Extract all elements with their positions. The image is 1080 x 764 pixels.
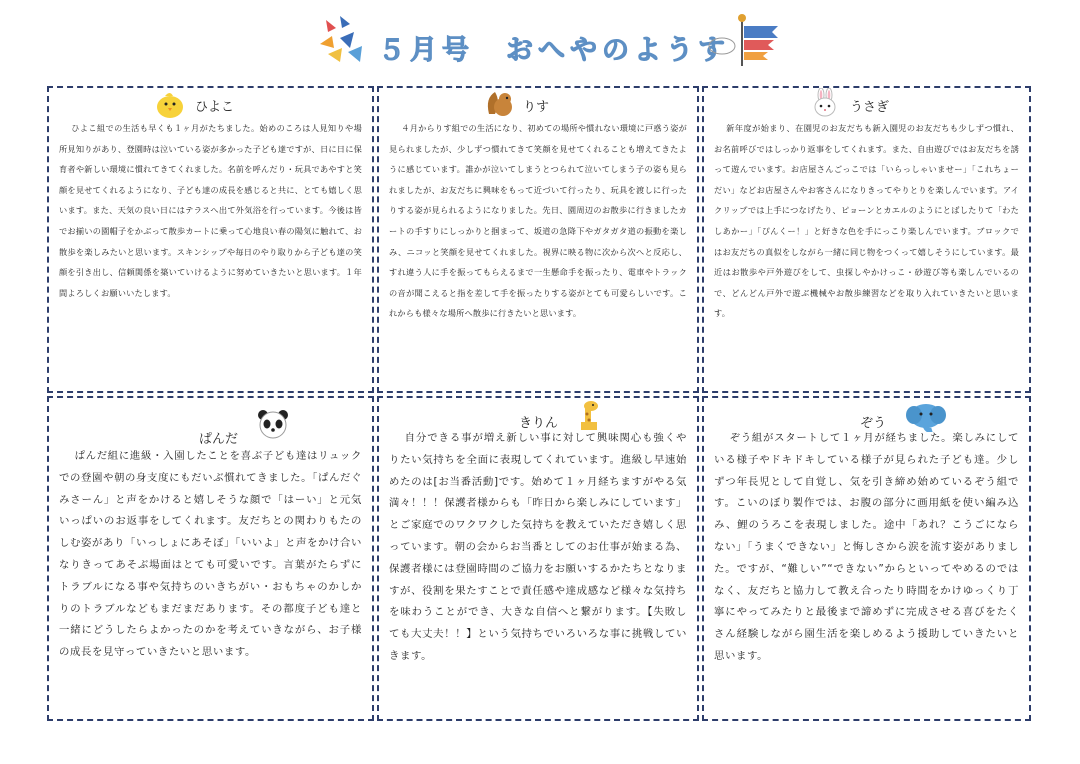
squirrel-icon xyxy=(485,88,515,118)
section-panda xyxy=(47,396,374,721)
section-text: 新年度が始まり、在園児のお友だちも新入園児のお友だちも少しずつ慣れ、お名前呼びではしっかり返事をしてくれます。また、自由遊びではお友だちを誘って遊んでいます。お店屋さんごっこでは「いらっしゃいませー」「これちょーだい」などお店屋さんやお客さんになりきってやりとりを楽しんでいます。アイクリップでは上手につなげたり、ピョーンとカエルのようにとばしたりて「わたしあかー」「ぴんくー！」と好きな色を手にっこり楽しんでいます。ブロックではお友だちの真似をしながら一緒に同じ物をつくって嬉しそうにしています。最近はお散歩や戸外遊びをして、虫探しやかけっこ・砂遊び等も楽しんでいるので、どんどん戸外で遊ぶ機械やお散歩練習などを取り入れていきたいと思います。 xyxy=(714,123,1019,319)
section-kirin xyxy=(377,396,699,721)
elephant-icon xyxy=(904,402,950,432)
section-risu xyxy=(377,86,699,393)
koinobori-icon xyxy=(708,12,786,68)
section-title: うさぎ xyxy=(850,100,890,115)
page-title: ５月号 おへやのようす xyxy=(378,35,730,66)
section-title: きりん xyxy=(519,416,559,431)
origami-decoration-icon xyxy=(318,14,366,66)
page-header xyxy=(0,0,1080,80)
section-text: 自分できる事が増え新しい事に対して興味関心も強くやりたい気持ちを全面に表現してくれています。進級し早速始めたのは[お当番活動]です。始めて１ヶ月経ちますがやる気満々！！！保護者様からも「昨日から楽しみにしています」とご家庭でのワクワクした気持ちを教えていただき嬉しく思っています。朝の会からお当番としてのお仕事が始まる為、保護者様には登園時間のご協力をお願いするかたちとなりますが、役割を果たすことで責任感や達成感など様々な気持ちを味わうことができ、大きな自信へと繋がります。【失敗しても大丈夫！！】という気持ちでいろいろな事に挑戦していきます。 xyxy=(389,432,687,662)
section-zou xyxy=(702,396,1031,721)
section-title: ぱんだ xyxy=(199,432,239,447)
panda-icon xyxy=(257,408,289,440)
section-text: ４月からりす組での生活になり、初めての場所や慣れない環境に戸惑う姿が見られましたが、少しずつ慣れてきて笑顔を見せてくれることも増えてきたように感じています。誰かが泣いてしまうとつられて泣いてしまう子の姿も見られましたが、お友だちに興味をもって近づいて行ったり、玩具を渡しに行ったりする姿が見られるようになりました。先日、園周辺のお散歩に行きましたカートの手すりにしっかりと掴まって、坂道の急降下やガタガタ道の振動を楽しみ、ニコッと笑顔を見せてくれました。視界に映る物に次から次へと反応し、すれ違う人に手を振ってもらえるまで一生懸命手を振ったり、電車やトラックの音が聞こえると指を差して手を振ったりする姿がとても可愛らしいです。これからも様々な場所へ散歩に行きたいと思います。 xyxy=(389,123,687,319)
rabbit-icon xyxy=(810,88,840,118)
section-text: ぱんだ組に進級・入園したことを喜ぶ子ども達はリュックでの登園や朝の身支度にもだいぶ慣れてきました。「ぱんだぐみさーん」と声をかけると嬉しそうな顔で「はーい」と元気いっぱいのお返事をしてくれます。友だちとの関わりもたのしむ姿があり「いっしょにあそぼ」「いいよ」と声をかけ合いなりきってあそぶ場面はとても可愛いです。言葉がたらずにトラブルになる事や気持ちのいきちがい・おもちゃのかしかりのトラブルなどもまだまだあります。その都度子ども達と一緒にどうしたらよかったのかを考えていきながら、お子様の成長を見守っていきたいと思います。 xyxy=(59,450,362,659)
chick-icon xyxy=(153,90,187,120)
section-text: ぞう組がスタートして１ヶ月が経ちました。楽しみにしている様子やドキドキしている様子が見られた子ども達。少しずつ年長児として自覚し、気を引き締め始めているぞう組です。こいのぼり製作では、お腹の部分に画用紙を使い編み込み、鯉のうろこを表現しました。途中「あれ？こうごにならない」「うまくできない」と悔しさから涙を流す姿がありました。ですが、“難しい”“できない”からといってやめるのではなく、友だちと協力して教え合ったり時間をかけゆっくり丁寧にやってみたりと最後まで諦めずに完成させる喜びをたくさん経験しながら園生活を楽しめるよう援助していきたいと思います。 xyxy=(714,432,1019,662)
section-text: ひよこ組での生活も早くも１ヶ月がたちました。始めのころは人見知りや場所見知りがあり、登園時は泣いている姿が多かった子ども達ですが、日に日に保育者や新しい環境に慣れてきてくれました。名前を呼んだり・玩具であやすと笑顔を見せてくれるようになり、子ども達の成長を感じると共に、とても嬉しく思います。また、天気の良い日にはテラスへ出て外気浴を行っています。今後は皆でお揃いの園帽子をかぶって散歩カートに乗って心地良い春の陽気に触れて、お散歩を楽しみたいと思います。スキンシップや毎日のやり取りから子ども達の笑顔を引き出し、信頼関係を築いていけるように努めていきたいと思います。１年間よろしくお願いいたします。 xyxy=(59,123,362,298)
giraffe-icon xyxy=(577,398,603,432)
section-title: りす xyxy=(523,100,550,115)
section-usagi xyxy=(702,86,1031,393)
section-title: ぞう xyxy=(860,416,887,431)
section-hiyoko xyxy=(47,86,374,393)
section-title: ひよこ xyxy=(195,100,235,115)
